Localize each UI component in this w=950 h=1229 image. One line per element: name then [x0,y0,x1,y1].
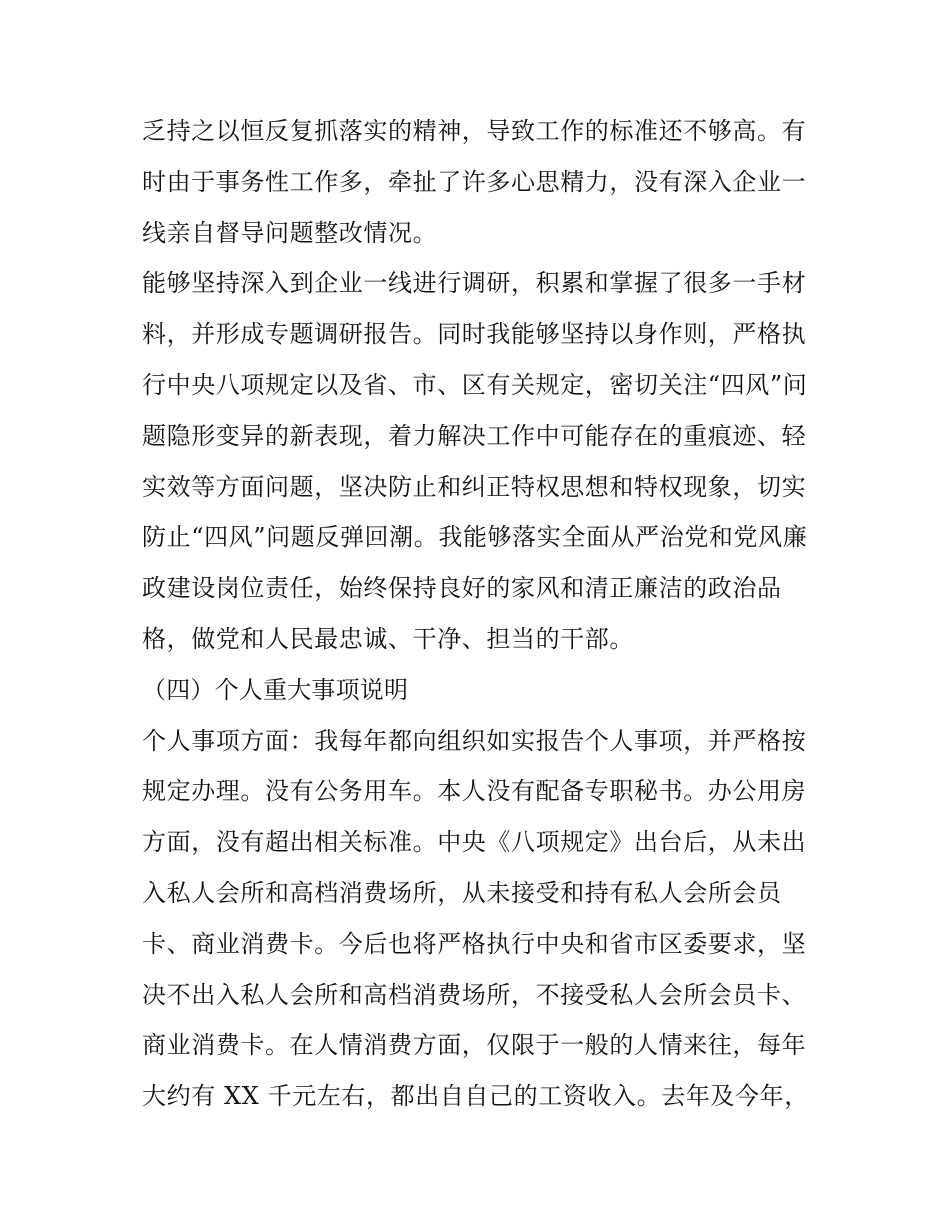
text-line: 方面，没有超出相关标准。中央《八项规定》出台后，从未出 [142,828,807,857]
document-body [142,113,822,1129]
text-line: 实效等方面问题，坚决防止和纠正特权思想和特权现象，切实 [142,472,807,501]
text-line: 料，并形成专题调研报告。同时我能够坚持以身作则，严格执 [142,320,807,349]
text-line: 规定办理。没有公务用车。本人没有配备专职秘书。办公用房 [142,777,807,806]
text-line: 卡、商业消费卡。今后也将严格执行中央和省市区委要求，坚 [142,929,807,958]
text-line: 行中央八项规定以及省、市、区有关规定，密切关注“四风”问 [142,370,808,399]
text-line: 大约有 XX 千元左右，都出自自己的工资收入。去年及今年， [142,1082,809,1111]
text-line: 线亲自督导问题整改情况。 [142,218,438,247]
text-line: 个人事项方面：我每年都向组织如实报告个人事项，并严格按 [142,726,807,755]
text-line: 格，做党和人民最忠诚、干净、担当的干部。 [142,624,634,653]
text-line: 题隐形变异的新表现，着力解决工作中可能存在的重痕迹、轻 [142,421,807,450]
text-line: 决不出入私人会所和高档消费场所，不接受私人会所会员卡、 [142,980,807,1009]
text-line: 政建设岗位责任，始终保持良好的家风和清正廉洁的政治品 [142,574,782,603]
text-line: 乏持之以恒反复抓落实的精神，导致工作的标准还不够高。有 [142,117,807,145]
text-line: 商业消费卡。在人情消费方面，仅限于一般的人情来往，每年 [142,1031,807,1060]
text-line: 能够坚持深入到企业一线进行调研，积累和掌握了很多一手材 [142,269,807,298]
text-line: 入私人会所和高档消费场所，从未接受和持有私人会所会员 [142,878,782,907]
text-line: 时由于事务性工作多，牵扯了许多心思精力，没有深入企业一 [142,167,807,196]
section-heading: （四）个人重大事项说明 [142,675,409,704]
text-line: 防止“四风”问题反弹回潮。我能够落实全面从严治党和党风廉 [142,523,808,552]
